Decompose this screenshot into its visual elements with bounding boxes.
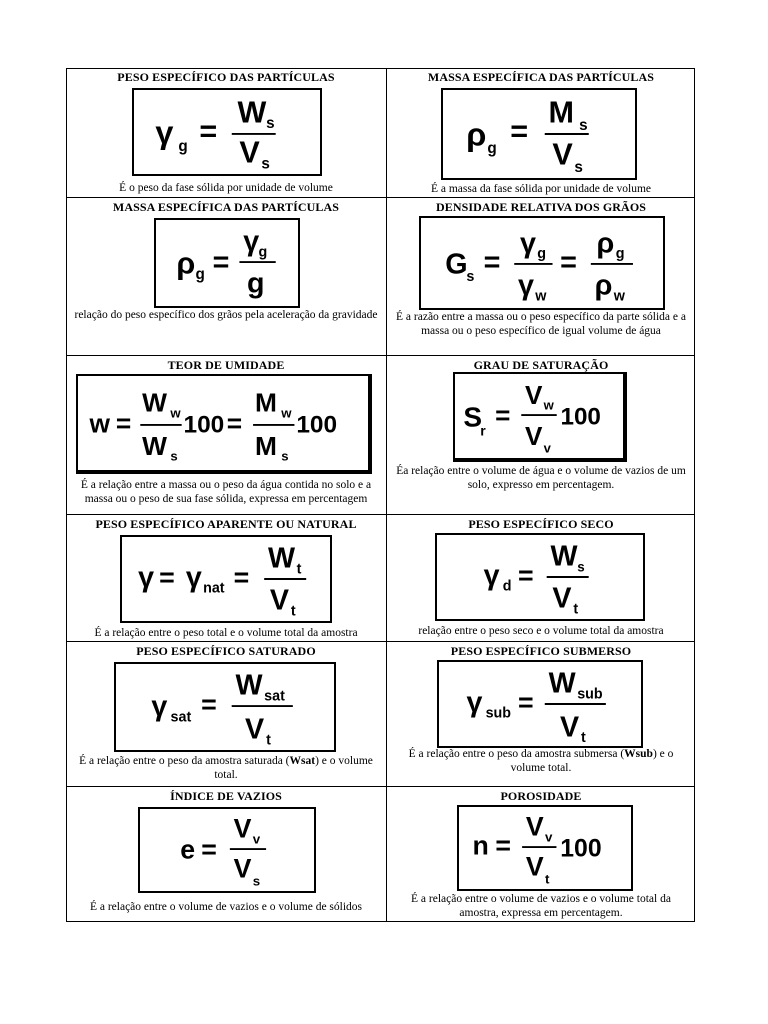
cell-title: MASSA ESPECÍFICA DAS PARTÍCULAS — [427, 70, 655, 84]
desc-text: ) e o volume total. — [510, 748, 674, 774]
cell-title: PESO ESPECÍFICO DAS PARTÍCULAS — [117, 70, 335, 84]
formula-numerator: W — [235, 669, 263, 702]
formula-equals: = — [518, 560, 534, 591]
cell-description — [393, 747, 689, 775]
formula-box — [120, 535, 332, 623]
formula-denominator: V — [552, 137, 573, 172]
formula-subscript: s — [466, 269, 475, 286]
formula-symbol: γ — [151, 690, 168, 723]
formula-subscript: s — [261, 155, 270, 173]
formula-numerator: W — [268, 542, 296, 575]
formula-symbol: γ — [138, 561, 155, 594]
formula-symbol: n — [472, 830, 489, 861]
formula-subscript: d — [502, 578, 512, 595]
cell-title: PESO ESPECÍFICO SUBMERSO — [450, 644, 632, 658]
desc-text: É a relação entre o peso da amostra saturada ( — [79, 755, 290, 767]
formula-subscript: sat — [264, 688, 285, 705]
formula-denominator: V — [233, 853, 252, 884]
formula-subscript: w — [543, 397, 554, 413]
formula-numerator: ρ — [596, 227, 615, 260]
cell-grau-saturacao — [387, 356, 695, 514]
formula-symbol: G — [445, 248, 468, 281]
formula-subscript: s — [170, 448, 178, 464]
formula-symbol: ρ — [466, 116, 487, 153]
cell-title: TEOR DE UMIDADE — [167, 358, 285, 372]
cell-description: É a massa da fase sólida por unidade de volume — [430, 183, 652, 195]
formula-subscript: s — [579, 117, 588, 135]
formula-constant: 100 — [296, 411, 338, 439]
formula-equals: = — [518, 687, 534, 718]
cell-peso-especifico-natural — [66, 515, 386, 641]
formula-e — [140, 809, 314, 891]
formula-numerator: W — [237, 95, 267, 130]
formula-numerator: γ — [519, 227, 536, 260]
formula-constant: 100 — [560, 403, 601, 431]
formula-subscript: g — [178, 138, 188, 156]
formula-subscript: g — [537, 246, 546, 263]
cell-description: Éa relação entre o volume de água e o volume de vazios de um solo, expresso em percentagem. — [396, 465, 686, 491]
formula-subscript: w — [613, 288, 625, 305]
cell-description: É a relação entre o volume de vazios e o volume de sólidos — [89, 901, 363, 913]
cell-description — [72, 754, 380, 782]
cell-densidade-relativa — [387, 198, 695, 355]
formula-subscript: s — [577, 559, 585, 575]
formula-subscript: r — [480, 422, 486, 439]
formula-symbol: γ — [466, 686, 483, 719]
formula-subscript: sat — [170, 709, 192, 726]
formula-box — [138, 807, 316, 893]
formula-subscript: t — [581, 730, 586, 747]
formula-equals: = — [201, 689, 217, 720]
formula-denominator: V — [560, 711, 580, 744]
formula-numerator: W — [548, 667, 576, 700]
cell-description: É a relação entre o peso total e o volume total da amostra — [94, 627, 358, 639]
formula-gs — [421, 218, 663, 308]
formula-subscript: w — [170, 405, 181, 421]
cell-title: ÍNDICE DE VAZIOS — [170, 789, 282, 803]
formula-subscript: t — [573, 601, 579, 618]
formula-equals: = — [510, 114, 529, 149]
cell-title: PESO ESPECÍFICO SATURADO — [136, 644, 316, 658]
formula-numerator: M — [548, 95, 575, 130]
cell-title: PESO ESPECÍFICO SECO — [468, 517, 614, 531]
formula-constant: 100 — [560, 835, 602, 863]
cell-peso-especifico-saturado — [66, 642, 386, 786]
formula-box — [453, 372, 627, 462]
formula-equals: = — [495, 830, 512, 861]
cell-description: É a relação entre o volume de vazios e o volume total da amostra, expressa em percentagem. — [411, 893, 671, 919]
formula-subscript: g — [195, 266, 205, 284]
formula-box — [457, 805, 633, 891]
formula-subscript: g — [487, 140, 497, 158]
formula-rho-g — [443, 90, 635, 178]
formula-subscript: s — [252, 873, 261, 889]
cell-description: relação do peso específico dos grãos pela aceleração da gravidade — [74, 309, 378, 321]
formula-equals: = — [159, 562, 175, 593]
formula-gamma-sub — [439, 662, 641, 746]
cell-description: É a relação entre a massa ou o peso da água contida no solo e a massa ou o peso de sua fase sólida, expressa em percentagem — [80, 479, 372, 505]
formula-numerator: V — [525, 379, 543, 410]
formula-denominator: W — [142, 430, 168, 461]
formula-subscript: w — [535, 288, 547, 305]
formula-gamma-g — [134, 90, 320, 174]
formula-subscript: t — [545, 871, 550, 887]
cell-description: É a razão entre a massa ou o peso específico da parte sólida e a massa ou o peso específico de igual volume de água — [396, 311, 686, 337]
formula-denominator: γ — [518, 269, 535, 302]
formula-gamma-d — [437, 535, 643, 619]
cell-porosidade — [387, 787, 695, 922]
formula-subscript: v — [545, 829, 553, 845]
formula-numerator: W — [550, 540, 578, 573]
formula-symbol: S — [463, 401, 483, 433]
formula-rho-g-gravity — [156, 220, 298, 306]
formula-symbol: γ — [155, 114, 174, 151]
formula-subscript: s — [574, 159, 583, 177]
formula-box — [437, 660, 643, 748]
formula-symbol: γ — [483, 559, 500, 592]
formula-subscript: s — [281, 448, 289, 464]
cell-description: relação entre o peso seco e o volume total da amostra — [418, 625, 664, 637]
formula-numerator: M — [254, 387, 277, 418]
cell-teor-umidade — [66, 356, 386, 514]
formula-equals: = — [495, 400, 511, 431]
formula-box — [419, 216, 665, 310]
desc-text: É a relação entre o peso da amostra submersa ( — [408, 748, 625, 760]
formula-symbol: w — [89, 408, 110, 439]
cell-peso-especifico-particulas — [66, 68, 386, 197]
formula-gamma-nat — [122, 537, 330, 621]
formula-symbol: e — [180, 834, 196, 865]
formula-equals: = — [560, 246, 577, 279]
formula-w — [78, 376, 368, 470]
formula-denominator: V — [269, 584, 290, 617]
cell-indice-vazios — [66, 787, 386, 922]
formula-subscript: nat — [203, 580, 225, 597]
desc-bold: Wsub — [624, 748, 653, 760]
formula-numerator: W — [142, 387, 168, 418]
formula-symbol: γ — [185, 561, 202, 594]
formula-equals: = — [233, 562, 250, 593]
formula-subscript: sub — [577, 686, 603, 703]
formula-symbol: ρ — [176, 246, 196, 281]
cell-title: DENSIDADE RELATIVA DOS GRÃOS — [435, 200, 647, 214]
desc-text: ) e o volume total. — [214, 755, 373, 781]
formula-box — [435, 533, 645, 621]
cell-massa-especifica-gravidade — [66, 198, 386, 355]
formula-subscript: sub — [485, 705, 512, 722]
cell-title: GRAU DE SATURAÇÃO — [473, 358, 609, 372]
formula-box — [441, 88, 637, 180]
cell-title: MASSA ESPECÍFICA DAS PARTÍCULAS — [112, 200, 340, 214]
cell-peso-especifico-seco — [387, 515, 695, 641]
desc-bold: Wsat — [289, 755, 316, 767]
formula-equals: = — [483, 246, 501, 279]
formula-box — [132, 88, 322, 176]
formula-equals: = — [115, 408, 132, 439]
formula-equals: = — [199, 114, 218, 149]
formula-subscript: t — [296, 561, 302, 578]
formula-subscript: t — [266, 732, 271, 749]
formula-equals: = — [226, 408, 243, 439]
formula-sheet — [66, 68, 695, 922]
formula-denominator: V — [525, 420, 543, 451]
formula-subscript: w — [281, 405, 292, 421]
formula-numerator: V — [233, 813, 252, 844]
formula-subscript: v — [543, 440, 551, 456]
formula-denominator: V — [525, 851, 544, 882]
formula-box — [76, 374, 372, 474]
formula-subscript: v — [252, 831, 261, 847]
formula-gamma-sat — [116, 664, 334, 750]
formula-denominator: ρ — [594, 269, 613, 302]
formula-sr — [455, 374, 623, 458]
cell-massa-especifica-particulas — [387, 68, 695, 197]
formula-denominator: V — [245, 713, 265, 746]
cell-title: POROSIDADE — [500, 789, 582, 803]
formula-subscript: s — [266, 115, 275, 133]
formula-constant: 100 — [183, 411, 225, 439]
formula-box — [114, 662, 336, 752]
formula-subscript: g — [258, 244, 268, 261]
formula-subscript: t — [290, 603, 296, 620]
formula-numerator: V — [525, 811, 544, 842]
cell-title: PESO ESPECÍFICO APARENTE OU NATURAL — [95, 517, 357, 531]
formula-numerator: γ — [243, 225, 260, 258]
formula-denominator: g — [247, 267, 265, 300]
formula-n — [459, 807, 631, 889]
cell-description: É o peso da fase sólida por unidade de volume — [119, 182, 333, 194]
formula-denominator: V — [239, 135, 260, 170]
formula-equals: = — [201, 834, 217, 865]
cell-peso-especifico-submerso — [387, 642, 695, 786]
formula-denominator: V — [552, 582, 572, 615]
formula-equals: = — [212, 246, 230, 279]
formula-box — [154, 218, 300, 308]
formula-subscript: g — [615, 246, 625, 263]
formula-denominator: M — [254, 430, 277, 461]
